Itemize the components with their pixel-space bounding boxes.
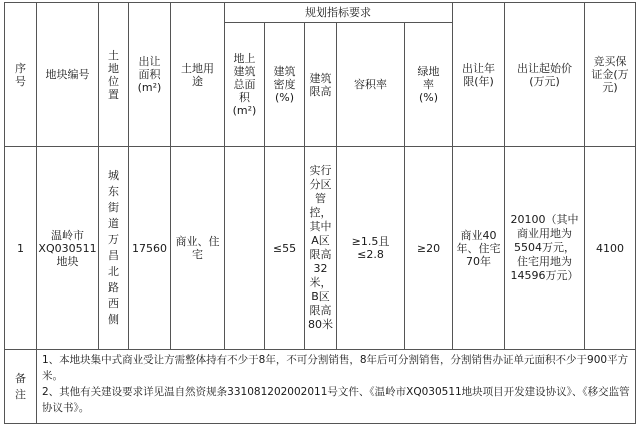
header-location: 土地位置 [108,48,119,101]
header-seq: 序号 [15,61,26,88]
cell-gfa [225,147,264,349]
header-far: 容积率 [354,78,387,91]
header-height: 建筑限高 [309,71,332,98]
header-use: 土地用途 [181,61,214,88]
table-border-bottom [4,423,636,424]
cell-term: 商业40年、住宅70年 [456,228,501,268]
cell-seq: 1 [17,241,24,255]
cell-start-price: 20100（其中商业用地为5504万元，住宅用地为14596万元） [510,213,579,282]
cell-parcel-no: 温岭市XQ030511地块 [38,228,97,268]
cell-height: 实行分区管控，其中A区限高32米，B区限高80米 [308,164,333,331]
cell-density: ≤55 [272,241,297,255]
remark-line: 2、其他有关建设要求详见温自然资规条331081202002011号文件、《温岭市XQ030511地块项目开发建设协议》、《移交监管协议书》。 [42,386,630,414]
cell-far: ≥1.5且≤2.8 [351,235,390,261]
cell-location: 城东街道万昌北路西侧 [108,169,119,326]
header-density: 建筑密度(%) [273,65,296,104]
header-area: 出让面积(m²) [137,55,162,94]
header-green: 绿地率(%) [417,65,440,104]
header-start-price: 出让起始价(万元) [517,61,572,88]
remarks-content [36,349,636,423]
header-planning-group: 规划指标要求 [305,6,371,19]
header-gfa: 地上建筑总面积(m²) [232,52,257,117]
cell-use: 商业、住宅 [175,235,220,261]
cell-area: 17560 [132,241,167,255]
header-deposit: 竞买保证金(万元) [591,55,629,94]
cell-deposit: 4100 [596,241,624,255]
remarks-label: 备注 [15,371,26,401]
header-term: 出让年限(年) [462,61,495,88]
header-parcel-no: 地块编号 [45,68,90,81]
remark-line: 1、本地块集中式商业受让方需整体持有不少于8年，不可分割销售，8年后可分割销售，分割销售办证单元面积不少于900平方米。 [42,354,629,382]
cell-green: ≥20 [416,241,441,255]
